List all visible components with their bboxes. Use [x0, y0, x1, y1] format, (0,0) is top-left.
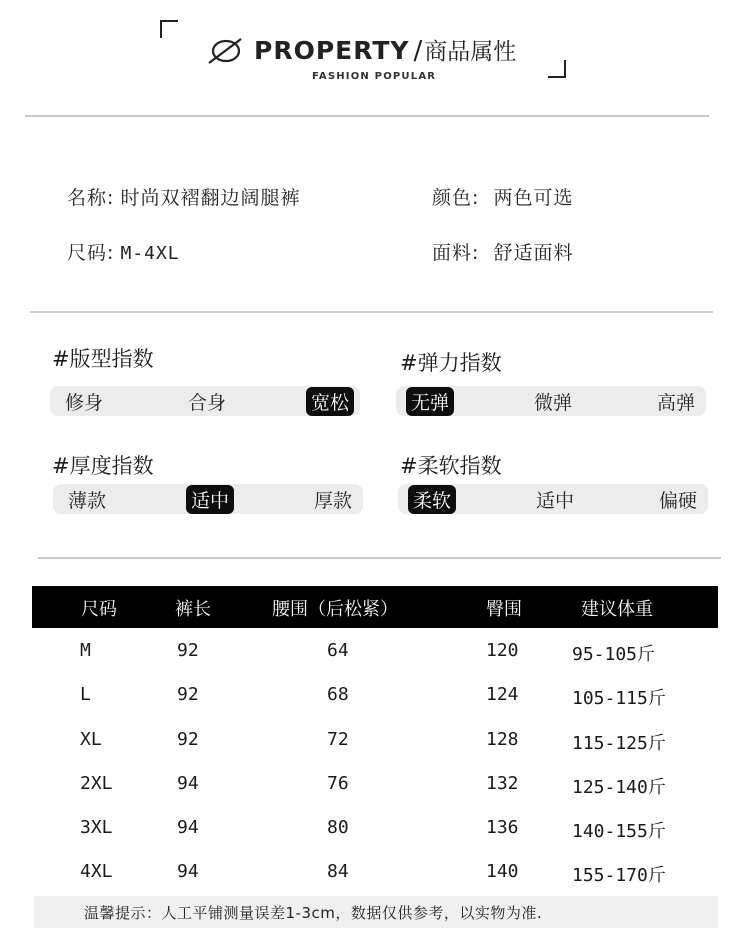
page-title	[254, 33, 516, 67]
index-title-softness: #柔软指数	[400, 454, 502, 478]
corner-bracket-bottom-right	[548, 60, 566, 78]
index-title-elasticity: #弹力指数	[400, 351, 502, 375]
table-cell: 4XL	[80, 861, 113, 882]
table-cell: M	[80, 640, 91, 661]
measurement-note	[34, 896, 718, 928]
index-option-selected: 适中	[186, 485, 234, 514]
index-option-selected: 无弹	[406, 387, 454, 416]
info-name	[67, 183, 300, 210]
table-cell: 115-125斤	[572, 733, 666, 754]
table-cell: 94	[177, 817, 199, 838]
info-fabric	[432, 238, 573, 265]
divider-top	[25, 115, 709, 117]
table-cell: 136	[486, 817, 519, 838]
index-option: 合身	[187, 391, 226, 414]
title-english: PROPERTY	[254, 36, 410, 65]
index-option: 适中	[535, 489, 574, 512]
table-cell: 95-105斤	[572, 644, 656, 665]
info-size-value: M-4XL	[120, 243, 180, 264]
size-table-header	[32, 586, 718, 628]
table-cell: XL	[80, 729, 102, 750]
index-option: 薄款	[68, 489, 107, 512]
subtitle: FASHION POPULAR	[312, 71, 437, 82]
index-title-thickness: #厚度指数	[52, 454, 154, 478]
index-option: 偏硬	[658, 489, 697, 512]
no-symbol-icon	[206, 37, 244, 65]
info-size	[67, 238, 180, 265]
info-size-label: 尺码:	[67, 242, 115, 264]
column-header: 裤长	[175, 599, 211, 620]
info-fabric-label: 面料:	[432, 242, 480, 264]
divider-bottom	[38, 557, 721, 559]
table-cell: 128	[486, 729, 519, 750]
info-color-value: 两色可选	[493, 187, 574, 209]
index-option: 厚款	[313, 489, 352, 512]
title-separator: /	[413, 36, 423, 66]
table-cell: 84	[327, 861, 349, 882]
table-cell: 76	[327, 773, 349, 794]
index-option-selected: 柔软	[408, 485, 456, 514]
table-cell: 64	[327, 640, 349, 661]
table-cell: 94	[177, 861, 199, 882]
column-header: 腰围（后松紧）	[272, 599, 398, 620]
table-cell: 72	[327, 729, 349, 750]
index-option: 微弹	[533, 391, 572, 414]
table-cell: 125-140斤	[572, 777, 666, 798]
info-fabric-value: 舒适面料	[493, 242, 574, 264]
table-cell: 68	[327, 684, 349, 705]
info-name-value: 时尚双褶翻边阔腿裤	[120, 187, 301, 209]
table-cell: 140-155斤	[572, 821, 666, 842]
table-cell: 105-115斤	[572, 688, 666, 709]
table-cell: 120	[486, 640, 519, 661]
divider-middle	[30, 311, 713, 313]
index-scale-thickness	[53, 484, 363, 514]
info-color	[432, 183, 573, 210]
index-option: 高弹	[656, 391, 695, 414]
table-cell: 140	[486, 861, 519, 882]
table-cell: 3XL	[80, 817, 113, 838]
table-cell: 124	[486, 684, 519, 705]
index-option: 修身	[65, 391, 104, 414]
corner-bracket-top-left	[160, 20, 178, 38]
table-cell: L	[80, 684, 91, 705]
table-cell: 92	[177, 640, 199, 661]
table-cell: 2XL	[80, 773, 113, 794]
index-scale-elasticity	[396, 386, 706, 416]
table-cell: 94	[177, 773, 199, 794]
info-name-label: 名称:	[67, 187, 115, 209]
index-option-selected: 宽松	[306, 387, 354, 416]
index-title-fit: #版型指数	[52, 347, 154, 371]
measurement-note-text: 温馨提示：人工平铺测量误差1-3cm，数据仅供参考，以实物为准.	[84, 904, 543, 922]
title-chinese: 商品属性	[424, 39, 517, 65]
column-header: 臀围	[486, 599, 522, 620]
table-cell: 155-170斤	[572, 865, 666, 886]
table-cell: 92	[177, 684, 199, 705]
index-scale-fit	[50, 386, 360, 416]
table-cell: 92	[177, 729, 199, 750]
column-header: 尺码	[81, 599, 117, 620]
table-cell: 132	[486, 773, 519, 794]
index-scale-softness	[398, 484, 708, 514]
table-cell: 80	[327, 817, 349, 838]
info-color-label: 颜色:	[432, 187, 480, 209]
column-header: 建议体重	[581, 599, 653, 620]
